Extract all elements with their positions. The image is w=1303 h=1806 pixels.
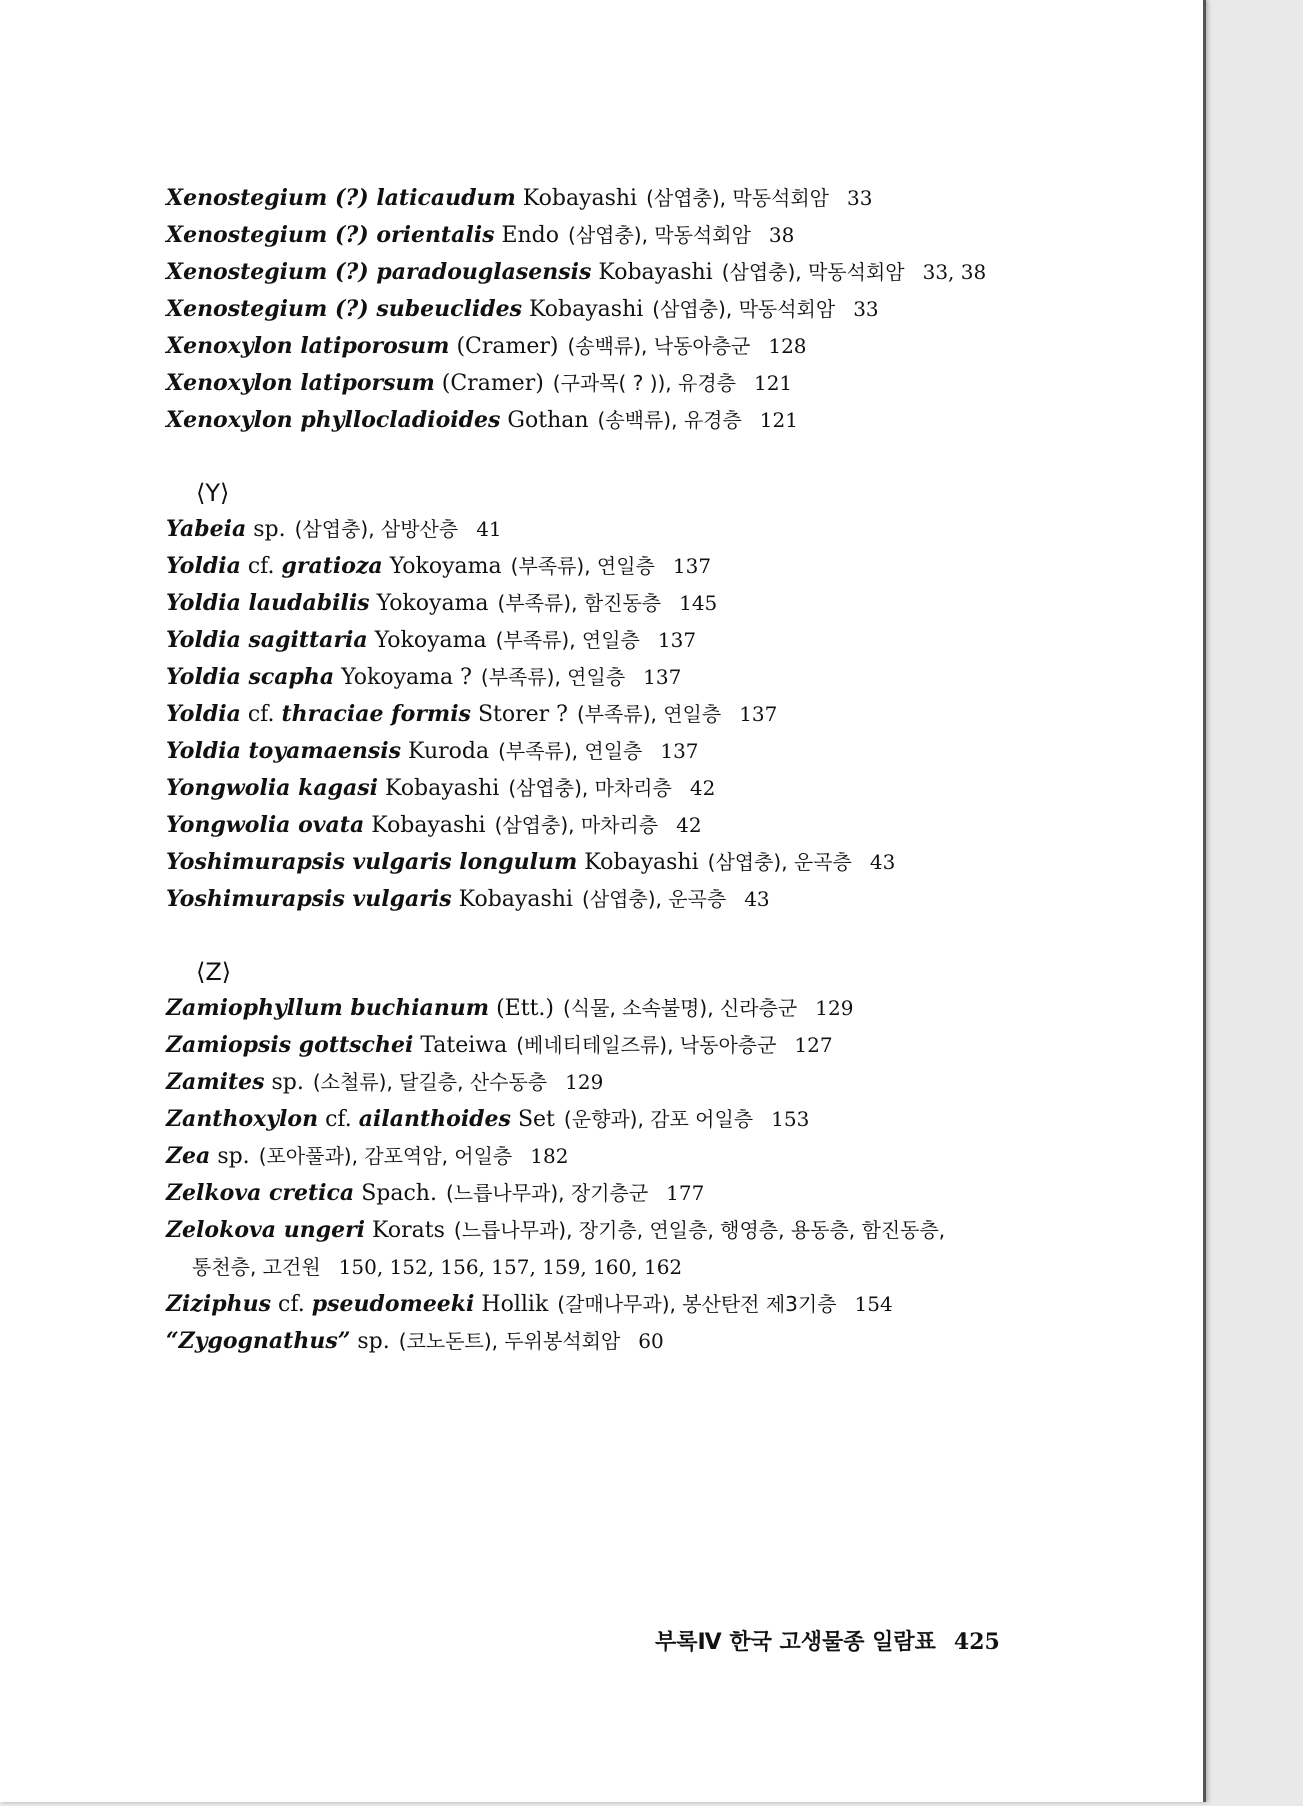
species-name: Yoldia toyamaensis [166,738,402,764]
species-author: Gothan [507,408,589,433]
index-entry [166,1286,1066,1323]
section-heading: ⟨Y⟩ [196,479,230,507]
page-references: 137 [643,665,682,689]
entry-description: (삼엽충), 운곡층 [707,850,852,874]
index-entry [166,291,1066,328]
index-entry [166,1175,1066,1212]
entry-description: (운향과), 감포 어일층 [563,1107,754,1131]
species-author: (Ett.) [496,996,554,1021]
entry-description: (송백류), 유경층 [597,408,742,432]
species-author-secondary: Yokoyama [389,554,502,579]
species-author: Yokoyama [376,591,489,616]
page-references: 128 [768,334,807,358]
index-entry [166,622,1066,659]
species-name: Zamites [166,1069,265,1095]
index-entry [166,254,1066,291]
index-entry [166,1027,1066,1064]
species-author: Endo [501,223,560,248]
species-author: Kobayashi [598,260,713,285]
species-name: Ziziphus [166,1291,272,1317]
entry-description: (식물, 소속불명), 신라층군 [563,996,798,1020]
species-name: Yabeia [166,516,247,542]
page-references: 145 [679,591,718,615]
entry-description: (포아풀과), 감포역암, 어일층 [258,1144,513,1168]
page-references: 150, 152, 156, 157, 159, 160, 162 [338,1255,683,1279]
species-name: Yoldia sagittaria [166,627,368,653]
entry-description: (부족류), 함진동층 [497,591,662,615]
page-references: 129 [565,1070,604,1094]
species-author: cf. [247,702,275,727]
page-references: 42 [689,776,716,800]
page-number: 425 [953,1629,1000,1655]
page-references: 38 [768,223,795,247]
page-references: 121 [753,371,793,395]
species-name: “Zygognathus” [166,1328,351,1354]
page-references: 41 [476,517,502,541]
species-author: Tateiwa [420,1033,508,1058]
section-gap [166,918,1066,954]
page-references: 153 [771,1107,810,1131]
entry-description: (느릅나무과), 장기층군 [445,1181,649,1205]
index-list [166,180,1066,1360]
index-entry [166,1138,1066,1175]
species-name-epithet: pseudomeeki [311,1291,475,1317]
entry-description: (삼엽충), 마차리층 [508,776,672,800]
species-author: Kobayashi [384,776,500,801]
species-name-epithet: thraciae formis [281,701,471,727]
index-entry [166,1064,1066,1101]
page-references: 121 [759,408,798,432]
index-entry [166,217,1066,254]
species-name: Yongwolia kagasi [166,775,378,801]
entry-description: (부족류), 연일층 [576,702,722,726]
species-name: Xenostegium (?) subeuclides [166,296,522,322]
index-entry [166,696,1066,733]
species-name: Zelkova cretica [166,1180,355,1206]
entry-description: (갈매나무과), 봉산탄전 제3기층 [557,1292,837,1316]
page-references: 43 [869,850,896,874]
species-author: Kobayashi [528,297,644,322]
species-author: cf. [325,1107,352,1132]
entry-description: (송백류), 낙동아층군 [567,334,751,358]
species-name: Yoldia [166,701,241,727]
species-name: Zea [166,1143,211,1169]
species-author: Spach. [361,1181,437,1206]
entry-description: (삼엽충), 막동석회암 [568,223,751,247]
species-author: sp. [253,517,286,542]
entry-description: (부족류), 연일층 [480,665,626,689]
species-author: Kuroda [408,739,490,764]
section-heading: ⟨Z⟩ [196,958,232,986]
entry-description: (부족류), 연일층 [498,739,643,763]
species-author: cf. [278,1292,305,1317]
species-name: Zanthoxylon [166,1106,319,1132]
species-name: Xenoxylon latiporsum [166,370,435,396]
species-name: Xenostegium (?) laticaudum [166,185,516,211]
entry-description: (코노돈트), 두위봉석회암 [398,1329,621,1353]
species-author-secondary: Storer ? [477,702,568,727]
index-entry [166,770,1066,807]
index-entry [166,1323,1066,1360]
page-references: 182 [530,1144,569,1168]
species-name: Yoldia [166,553,241,579]
index-entry [166,881,1066,918]
species-name: Yoldia scapha [166,664,335,690]
species-author: sp. [217,1144,250,1169]
page-references: 127 [794,1033,833,1057]
species-name-epithet: gratioza [281,553,383,579]
species-name: Yongwolia ovata [166,812,365,838]
index-entry [166,807,1066,844]
species-author: Kobayashi [584,850,699,875]
entry-description: (삼엽충), 운곡층 [581,887,727,911]
entry-description: (소철류), 달길층, 산수동층 [312,1070,548,1094]
entry-description: 통천층, 고건원 [192,1255,321,1279]
species-name: Yoshimurapsis vulgaris longulum [166,849,578,875]
entry-description: (부족류), 연일층 [495,628,640,652]
page-references: 137 [739,702,778,726]
running-head-title: 부록Ⅳ 한국 고생물종 일람표 [655,1630,936,1655]
species-author: Kobayashi [371,813,486,838]
entry-description: (구과목( ? )), 유경층 [552,371,736,395]
running-head [655,1625,1000,1656]
page-references: 154 [854,1292,893,1316]
species-author: Yokoyama ? [341,665,472,690]
species-author: Kobayashi [522,186,638,211]
entry-description: (느릅나무과), 장기층, 연일층, 행영층, 용동층, 함진동층, [453,1218,946,1242]
page-references: 33, 38 [922,260,987,284]
page-references: 60 [638,1329,664,1353]
index-entry [166,1212,1066,1249]
entry-description: (삼엽충), 막동석회암 [652,297,836,321]
page-references: 137 [660,739,699,763]
species-name: Xenoxylon latiporosum [166,333,450,359]
species-name: Zelokova ungeri [166,1217,366,1243]
species-author: sp. [357,1329,390,1354]
entry-description: (삼엽충), 막동석회암 [646,186,829,210]
species-name: Yoldia laudabilis [166,590,370,616]
page-references: 33 [847,186,873,210]
index-entry [166,180,1066,217]
index-entry [166,365,1066,402]
species-name: Xenostegium (?) paradouglasensis [166,259,592,285]
index-entry [166,548,1066,585]
species-name-epithet: ailanthoides [358,1106,511,1132]
page-references: 137 [672,554,712,578]
index-entry [166,1101,1066,1138]
species-name: Xenostegium (?) orientalis [166,222,495,248]
index-entry [166,733,1066,770]
entry-description: (삼엽충), 삼방산층 [294,517,459,541]
index-entry [166,328,1066,365]
entry-description: (부족류), 연일층 [510,554,655,578]
species-author: Yokoyama [374,628,487,653]
species-author: (Cramer) [441,371,544,396]
species-author: cf. [247,554,275,579]
index-entry-continuation [166,1249,1066,1286]
species-name: Zamiophyllum buchianum [166,995,490,1021]
index-entry [166,402,1066,439]
page-references: 129 [815,996,854,1020]
page-references: 177 [666,1181,705,1205]
species-name: Xenoxylon phyllocladioides [166,407,501,433]
index-entry [166,659,1066,696]
species-name: Zamiopsis gottschei [166,1032,414,1058]
species-author: sp. [271,1070,304,1095]
species-author: (Cramer) [456,334,559,359]
index-entry [166,844,1066,881]
species-author-secondary: Hollik [481,1292,549,1317]
page-references: 43 [744,887,770,911]
page-references: 42 [676,813,702,837]
index-entry [166,990,1066,1027]
index-entry [166,585,1066,622]
species-name: Yoshimurapsis vulgaris [166,886,452,912]
index-entry [166,511,1066,548]
species-author: Korats [372,1218,445,1243]
species-author: Kobayashi [458,887,573,912]
entry-description: (베네티테일즈류), 낙동아층군 [516,1033,777,1057]
entry-description: (삼엽충), 마차리층 [494,813,659,837]
species-author-secondary: Set [517,1107,555,1132]
section-gap [166,439,1066,475]
entry-description: (삼엽충), 막동석회암 [721,260,905,284]
page-references: 137 [657,628,697,652]
page-references: 33 [853,297,879,321]
